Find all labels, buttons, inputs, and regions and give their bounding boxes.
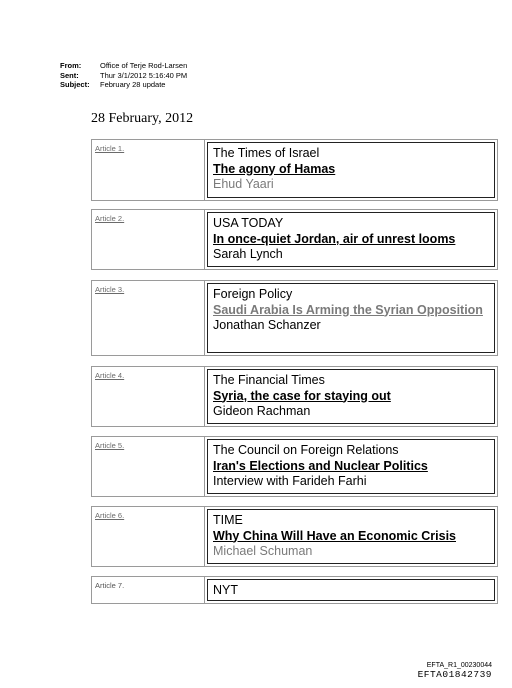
article-row [91, 506, 498, 567]
article-title-link[interactable]: The agony of Hamas [213, 161, 336, 176]
article-number: Article 7. [92, 577, 205, 603]
article-title-link[interactable]: Syria, the case for staying out [213, 388, 391, 403]
subject-label: Subject: [60, 80, 90, 89]
sent-value: Thur 3/1/2012 5:16:40 PM [100, 70, 188, 80]
article-number-link[interactable]: Article 6. [92, 507, 205, 566]
article-cell [207, 142, 495, 198]
article-author: Sarah Lynch [213, 247, 283, 261]
article-author: Interview with Farideh Farhi [213, 474, 367, 488]
article-row [91, 209, 498, 270]
article-author: Michael Schuman [213, 544, 313, 558]
document-date: 28 February, 2012 [91, 111, 194, 126]
article-row [91, 576, 498, 604]
article-source: Foreign Policy [213, 287, 293, 301]
sent-label: Sent: [60, 70, 79, 80]
article-cell [207, 369, 495, 424]
article-row [91, 139, 498, 201]
article-row [91, 280, 498, 356]
article-cell [207, 283, 495, 353]
article-title-link[interactable]: In once-quiet Jordan, air of unrest looms [213, 231, 456, 246]
article-source: USA TODAY [213, 216, 284, 230]
article-source: NYT [213, 583, 238, 597]
article-number-link[interactable]: Article 2. [92, 210, 205, 269]
from-value: Office of Terje Rod-Larsen [100, 61, 188, 70]
article-row [91, 436, 498, 497]
article-cell [207, 439, 495, 494]
page-footer [418, 662, 492, 680]
article-number-link[interactable]: Article 4. [92, 367, 205, 426]
footer-ref-small: EFTA_R1_00230044 [426, 662, 492, 669]
article-author: Gideon Rachman [213, 404, 311, 418]
from-label: From: [60, 61, 82, 70]
subject-value: February 28 update [100, 80, 166, 89]
article-source: TIME [213, 513, 243, 527]
article-number-link[interactable]: Article 5. [92, 437, 205, 496]
article-cell [207, 509, 495, 564]
article-author: Ehud Yaari [213, 177, 274, 191]
email-header [60, 61, 187, 90]
subject-row [60, 80, 187, 90]
article-title-link[interactable]: Why China Will Have an Economic Crisis [213, 528, 456, 543]
article-author: Jonathan Schanzer [213, 318, 321, 332]
from-row [60, 61, 187, 71]
article-cell [207, 212, 495, 267]
article-number-link[interactable]: Article 1. [92, 140, 205, 200]
article-source: The Financial Times [213, 373, 325, 387]
article-number-link[interactable]: Article 3. [92, 281, 205, 355]
sent-row [60, 71, 187, 81]
article-title-link[interactable]: Iran's Elections and Nuclear Politics [213, 458, 428, 473]
article-source: The Council on Foreign Relations [213, 443, 399, 457]
article-cell [207, 579, 495, 601]
article-title-link[interactable]: Saudi Arabia Is Arming the Syrian Opposition [213, 302, 483, 317]
article-row [91, 366, 498, 427]
footer-ref-large: EFTA01842739 [417, 669, 492, 680]
article-source: The Times of Israel [213, 146, 320, 160]
